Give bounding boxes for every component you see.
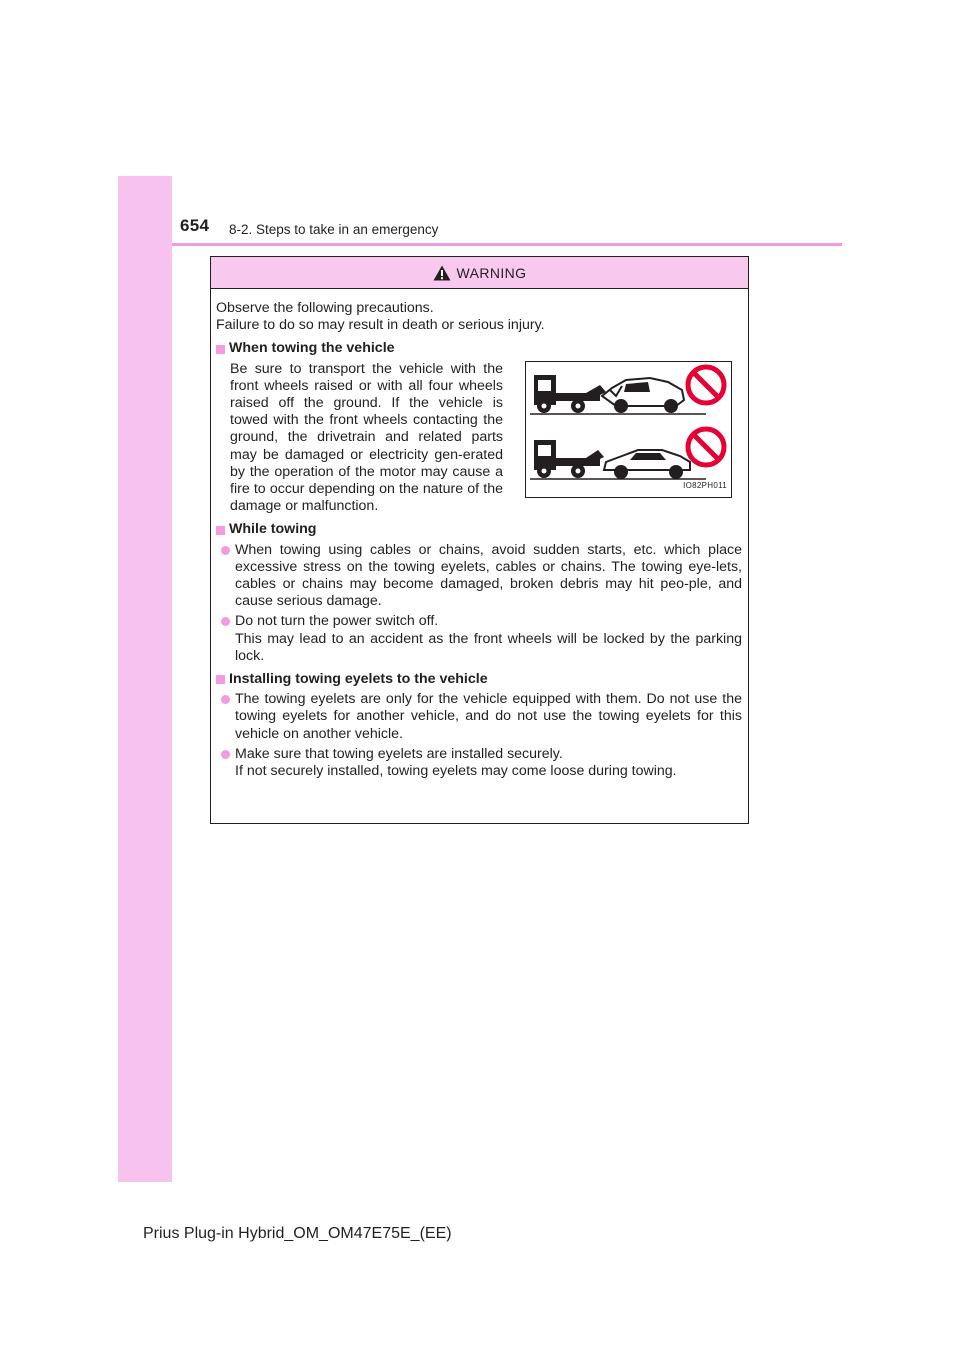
towing-content (216, 361, 742, 516)
header-rule (172, 243, 842, 246)
section-heading-text: While towing (229, 521, 317, 538)
list-item (221, 613, 742, 665)
round-bullet-icon (221, 695, 230, 704)
bullet-text: Make sure that towing eyelets are installed securely. (235, 745, 563, 762)
square-bullet-icon (216, 345, 225, 354)
intro-line: Failure to do so may result in death or serious injury. (216, 317, 545, 334)
section-heading (216, 521, 742, 538)
round-bullet-icon (221, 750, 230, 759)
section-heading-text: Installing towing eyelets to the vehicle (229, 671, 488, 688)
list-item (221, 691, 742, 743)
towing-illustration (525, 361, 732, 498)
warning-box (210, 256, 749, 824)
list-item (221, 542, 742, 611)
section-installing-eyelets (216, 671, 742, 780)
warning-header (211, 257, 748, 289)
bullet-text: When towing using cables or chains, avoid sudden starts, etc. which place excessive stress on the towing eyelets, cables or chains. The towing eye-lets, cables or chains may become damaged, broken debris may hit peo-ple, and cause serious damage. (235, 541, 742, 610)
section-heading (216, 671, 742, 688)
section-while-towing (216, 521, 742, 665)
prohibited-icon (688, 429, 724, 465)
list-item (221, 746, 742, 780)
section-heading-text: When towing the vehicle (229, 340, 395, 357)
section-towing-vehicle (216, 340, 742, 515)
round-bullet-icon (221, 546, 230, 555)
square-bullet-icon (216, 675, 225, 684)
towing-paragraph: Be sure to transport the vehicle with the front wheels raised or with all four wheels raised off the ground. If the vehicle is towed with the front wheels contacting the ground, the drivetrain and related parts may be damaged or electricity gen-erated by the operation of the motor may cause a fire to occur depending on the nature of the damage or malfunction. (230, 360, 503, 515)
intro-line: Observe the following precautions. (216, 300, 434, 316)
warning-title: WARNING (456, 264, 527, 281)
side-color-band (118, 176, 172, 1182)
page-number: 654 (180, 216, 210, 235)
bullet-text: Do not turn the power switch off. (235, 613, 439, 630)
bullet-text: If not securely installed, towing eyelets may come loose during towing. (235, 763, 677, 780)
section-title: 8-2. Steps to take in an emergency (229, 222, 439, 237)
warning-intro (216, 300, 742, 334)
bullet-text: This may lead to an accident as the front wheels will be locked by the parking lock. (235, 630, 742, 664)
figure-code: IO82PH011 (683, 481, 727, 491)
bullet-text: The towing eyelets are only for the vehicle equipped with them. Do not use the towing eyelets for another vehicle, and do not use the towing eyelets for this vehicle on another vehicle. (235, 691, 742, 742)
section-heading (216, 340, 742, 357)
warning-body (211, 289, 748, 780)
round-bullet-icon (221, 617, 230, 626)
prohibited-icon (688, 367, 724, 403)
footer-document-code: Prius Plug-in Hybrid_OM_OM47E75E_(EE) (143, 1225, 452, 1242)
warning-triangle-icon (433, 265, 451, 281)
square-bullet-icon (216, 526, 225, 535)
tow-truck-icon (526, 362, 731, 497)
